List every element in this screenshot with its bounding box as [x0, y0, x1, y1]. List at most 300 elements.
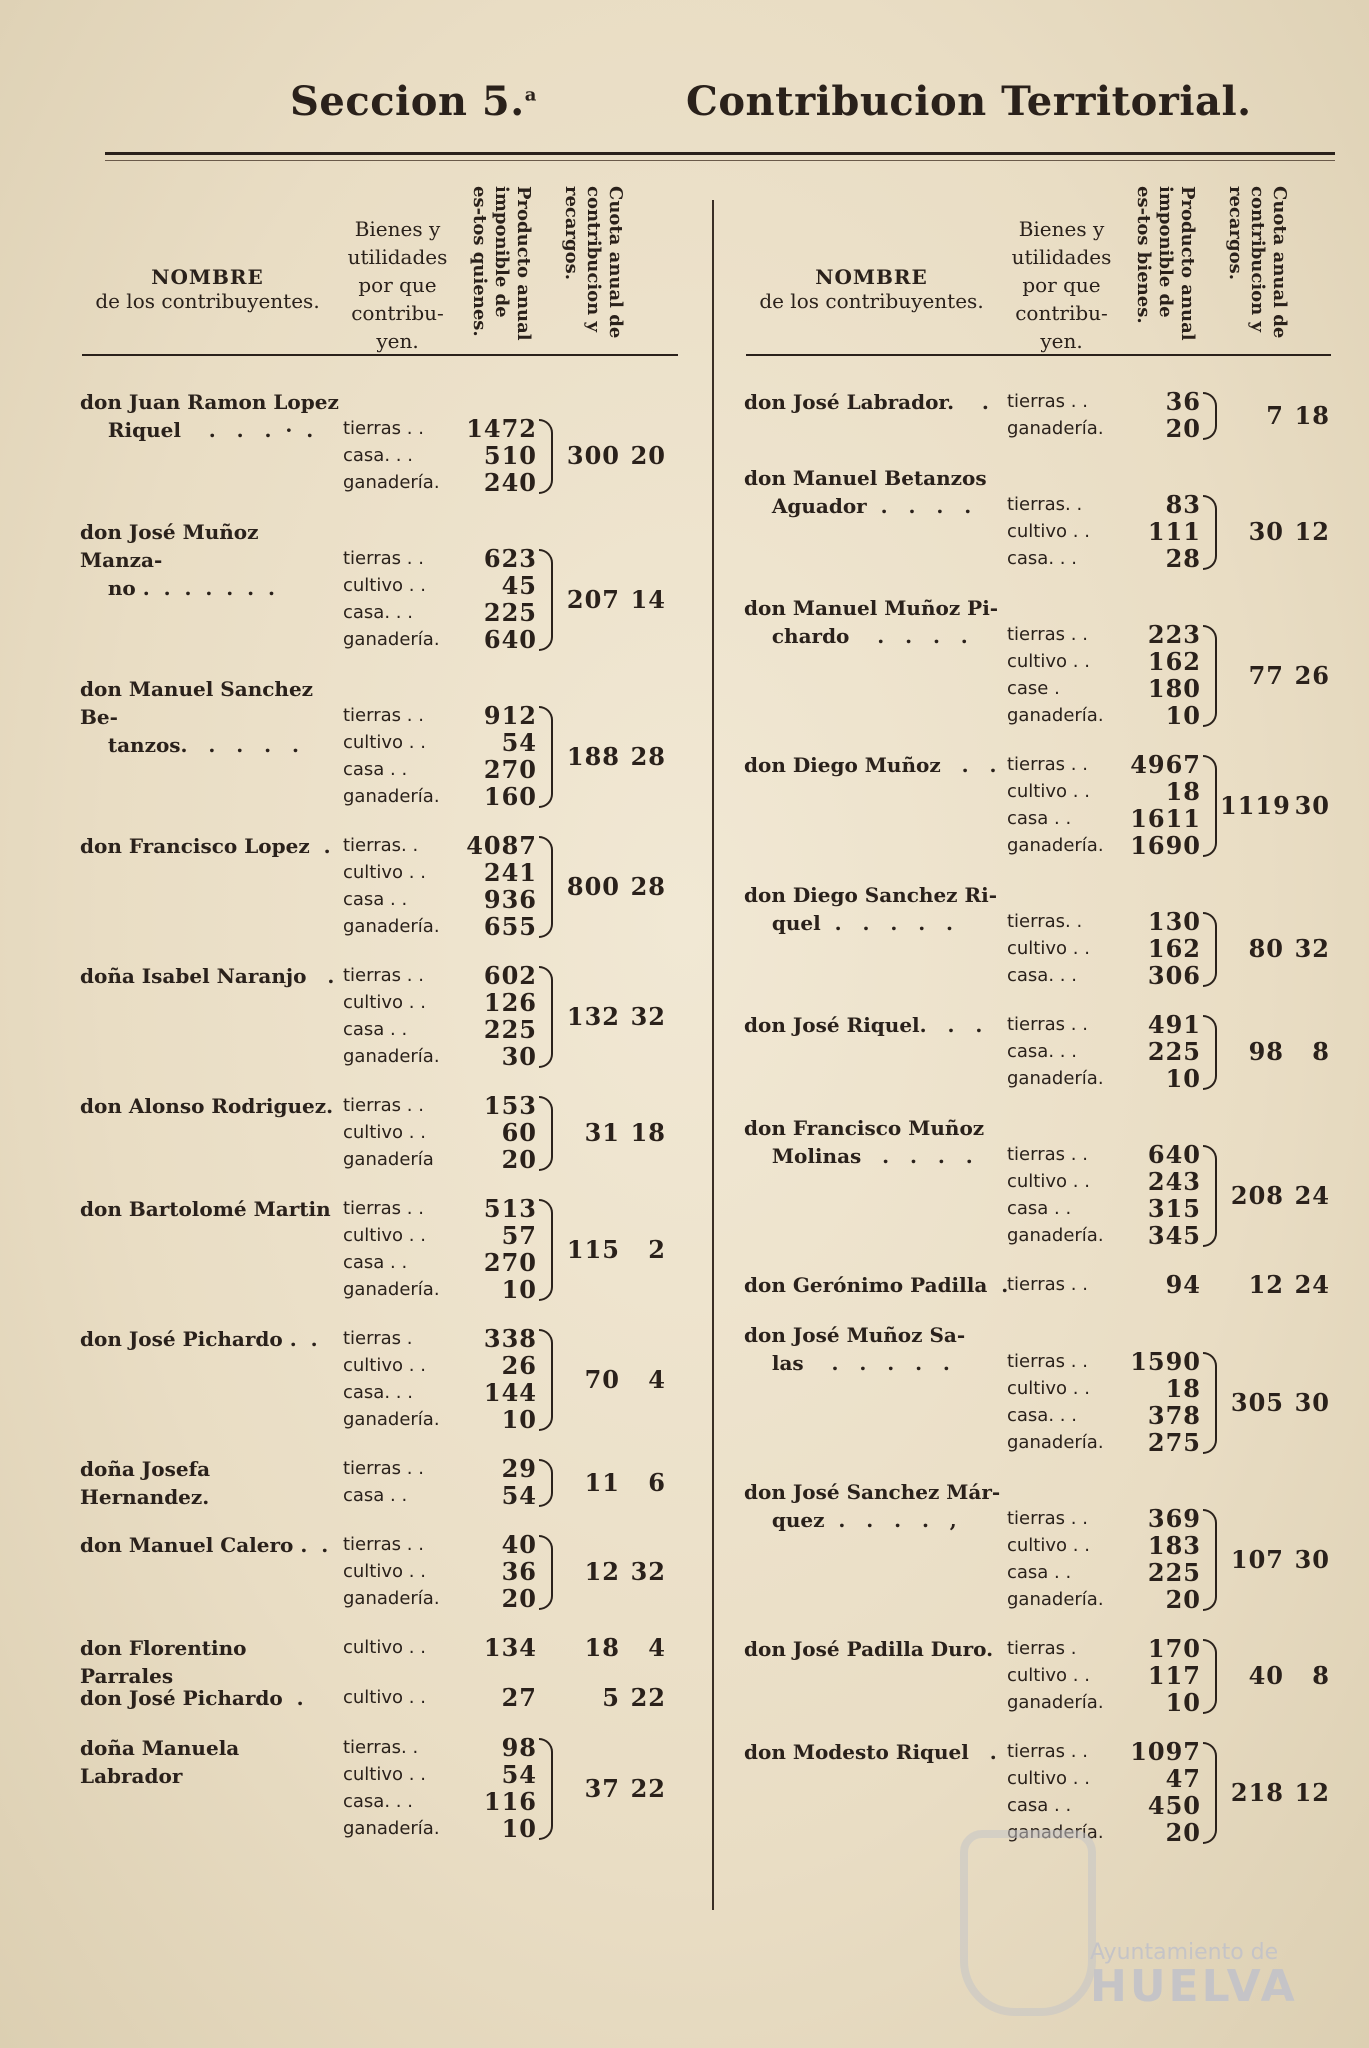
watermark	[1090, 1940, 1340, 2012]
cuota-value	[1220, 662, 1340, 689]
asset-type: ganadería.	[343, 629, 440, 650]
asset-product: 510	[483, 441, 537, 470]
grouping-brace	[1203, 1742, 1217, 1844]
contributor-entry	[80, 1455, 680, 1509]
asset-product: 655	[483, 912, 537, 941]
asset-type: cultivo . .	[343, 862, 426, 883]
contributor-entry	[80, 1734, 680, 1842]
cuota-main: 207	[566, 584, 620, 614]
asset-row	[744, 1222, 1339, 1249]
cuota-fraction: 28	[630, 741, 666, 771]
contributor-entry	[80, 388, 680, 496]
asset-type: casa . .	[343, 1019, 408, 1040]
column-divider	[712, 200, 714, 1910]
asset-type: tierras. .	[1007, 494, 1083, 515]
asset-product: 623	[483, 544, 537, 573]
contributor-entry	[80, 1684, 680, 1712]
cuota-fraction: 18	[630, 1118, 666, 1147]
contributor-name: doña Josefa Hernandez.	[80, 1457, 218, 1509]
cuota-value	[556, 586, 676, 613]
asset-type: tierras . .	[1007, 1351, 1088, 1372]
asset-product: 116	[483, 1787, 537, 1816]
asset-product: 378	[1147, 1401, 1201, 1430]
cuota-fraction: 32	[630, 1557, 666, 1586]
asset-product: 20	[501, 1145, 537, 1174]
cuota-fraction: 20	[630, 441, 666, 470]
asset-type: cultivo . .	[1007, 1378, 1090, 1399]
cuota-fraction: 26	[1294, 660, 1330, 690]
cuota-main: 208	[1230, 1180, 1284, 1210]
asset-row	[80, 469, 680, 496]
asset-product: 369	[1147, 1504, 1201, 1533]
asset-product: 36	[501, 1557, 537, 1586]
asset-product: 94	[1165, 1270, 1201, 1299]
asset-product: 57	[501, 1221, 537, 1250]
asset-row	[744, 621, 1339, 648]
asset-type: tierras . .	[343, 1095, 424, 1116]
asset-product: 54	[501, 1481, 537, 1510]
contributor-name: don José Sanchez Már- quez . . . . ,	[744, 1480, 1001, 1532]
asset-row	[80, 1195, 680, 1222]
asset-product: 306	[1147, 961, 1201, 990]
asset-type: cultivo . .	[343, 1764, 426, 1785]
asset-type: ganadería.	[1007, 1432, 1104, 1453]
asset-product: 1590	[1130, 1347, 1201, 1376]
asset-product: 640	[1147, 1140, 1201, 1169]
asset-product: 491	[1147, 1010, 1201, 1039]
asset-type: casa. . .	[343, 602, 413, 623]
cuota-main: 12	[584, 1557, 620, 1586]
cuota-value	[1220, 1038, 1340, 1065]
asset-type: tierras . .	[1007, 1274, 1088, 1295]
contributor-entry	[80, 1633, 680, 1688]
asset-product: 240	[483, 468, 537, 497]
cuota-main: 5	[602, 1683, 620, 1712]
asset-type: tierras . .	[343, 1534, 424, 1555]
asset-type: tierras . .	[343, 1458, 424, 1479]
cuota-fraction: 14	[630, 584, 666, 614]
asset-row	[744, 491, 1339, 518]
asset-type: cultivo . .	[1007, 781, 1090, 802]
cuota-value	[556, 873, 676, 900]
asset-row	[80, 415, 680, 442]
asset-row	[80, 1406, 680, 1433]
asset-type: tierras .	[343, 1328, 413, 1349]
asset-row	[744, 1141, 1339, 1168]
grouping-brace	[539, 1096, 553, 1171]
header-cuota-text: Cuota anual de contribucion y recargos.	[1225, 186, 1290, 339]
asset-type: tierras . .	[343, 965, 424, 986]
asset-product: 270	[483, 755, 537, 784]
asset-product: 10	[1165, 1064, 1201, 1093]
contributor-entry	[744, 751, 1339, 859]
cuota-value	[1220, 1389, 1340, 1416]
asset-type: casa. . .	[343, 1791, 413, 1812]
asset-row	[80, 626, 680, 653]
cuota-main: 30	[1248, 517, 1284, 546]
asset-product: 1097	[1130, 1737, 1201, 1766]
asset-type: cultivo . .	[343, 1225, 426, 1246]
cuota-value	[556, 1003, 676, 1030]
grouping-brace	[539, 1329, 553, 1431]
cuota-fraction: 22	[630, 1683, 666, 1712]
asset-type: cultivo . .	[343, 1561, 426, 1582]
asset-type: casa. . .	[1007, 1405, 1077, 1426]
cuota-value	[556, 743, 676, 770]
cuota-fraction: 8	[1312, 1037, 1330, 1066]
asset-product: 640	[483, 625, 537, 654]
asset-type: ganadería	[343, 1149, 434, 1170]
page-header	[0, 70, 1369, 130]
asset-type: casa. . .	[1007, 548, 1077, 569]
header-producto-text: Producto anual imponible de es-tos bienes.	[1133, 186, 1198, 341]
contributor-name: don José Pichardo . .	[80, 1327, 318, 1351]
cuota-value	[556, 442, 676, 469]
cuota-main: 12	[1248, 1270, 1284, 1299]
asset-row	[80, 1734, 680, 1761]
cuota-value	[556, 1775, 676, 1802]
asset-type: cultivo . .	[343, 1637, 426, 1658]
contributor-name: don Diego Sanchez Ri- quel . . . . .	[744, 883, 998, 935]
asset-product: 18	[1165, 777, 1201, 806]
asset-type: tierras. .	[343, 1737, 419, 1758]
asset-type: ganadería.	[343, 1409, 440, 1430]
asset-product: 241	[483, 858, 537, 887]
grouping-brace	[1203, 1639, 1217, 1714]
asset-type: cultivo . .	[343, 1355, 426, 1376]
cuota-main: 107	[1230, 1544, 1284, 1574]
asset-product: 270	[483, 1248, 537, 1277]
grouping-brace	[539, 706, 553, 808]
cuota-fraction: 32	[1294, 934, 1330, 963]
cuota-main: 40	[1248, 1661, 1284, 1690]
asset-product: 10	[1165, 1688, 1201, 1717]
asset-product: 29	[501, 1454, 537, 1483]
asset-type: casa . .	[1007, 808, 1072, 829]
asset-type: tierras .	[1007, 1638, 1077, 1659]
asset-type: cultivo . .	[1007, 651, 1090, 672]
header-bienes: Bienes y utilidades por que contribu-yen.	[347, 217, 448, 353]
asset-product: 936	[483, 885, 537, 914]
grouping-brace	[539, 1199, 553, 1301]
asset-product: 162	[1147, 934, 1201, 963]
asset-row	[80, 1276, 680, 1303]
contributor-name: don Manuel Sanchez Be- tanzos. . . . .	[80, 677, 314, 757]
asset-row	[80, 1815, 680, 1842]
header-name-sub: de los contribuyentes.	[759, 289, 984, 313]
asset-row	[744, 962, 1339, 989]
asset-type: casa. . .	[1007, 1041, 1077, 1062]
right-column	[744, 180, 1339, 1868]
cuota-fraction: 30	[1294, 790, 1330, 820]
contributor-entry	[80, 675, 680, 810]
asset-row	[744, 1689, 1339, 1716]
cuota-fraction: 24	[1294, 1270, 1330, 1299]
header-name	[744, 265, 999, 313]
table-header	[80, 180, 680, 358]
cuota-value	[556, 1684, 676, 1711]
asset-type: ganadería.	[343, 472, 440, 493]
asset-product: 126	[483, 988, 537, 1017]
asset-type: tierras . .	[1007, 624, 1088, 645]
header-underline	[82, 354, 678, 356]
asset-product: 912	[483, 701, 537, 730]
cuota-value	[1220, 1779, 1340, 1806]
grouping-brace	[539, 966, 553, 1068]
asset-type: casa . .	[343, 1252, 408, 1273]
grouping-brace	[539, 549, 553, 651]
asset-product: 225	[1147, 1037, 1201, 1066]
asset-type: ganadería.	[343, 916, 440, 937]
asset-type: casa. . .	[1007, 965, 1077, 986]
cuota-main: 305	[1230, 1387, 1284, 1417]
contributor-name: don Alonso Rodriguez.	[80, 1094, 334, 1118]
asset-type: tierras . .	[1007, 1144, 1088, 1165]
asset-product: 225	[483, 598, 537, 627]
asset-product: 10	[501, 1405, 537, 1434]
asset-type: casa . .	[343, 759, 408, 780]
asset-product: 98	[501, 1733, 537, 1762]
header-name	[80, 265, 335, 313]
asset-product: 40	[501, 1530, 537, 1559]
asset-type: ganadería.	[1007, 835, 1104, 856]
asset-type: casa . .	[1007, 1198, 1072, 1219]
seal-icon	[960, 1830, 1096, 2016]
contributor-entry	[80, 1531, 680, 1612]
cuota-main: 115	[566, 1234, 620, 1264]
asset-product: 4967	[1130, 750, 1201, 779]
asset-product: 134	[483, 1633, 537, 1662]
contributor-entry	[744, 1011, 1339, 1092]
asset-product: 10	[501, 1814, 537, 1843]
cuota-main: 77	[1248, 660, 1284, 690]
asset-row	[744, 1348, 1339, 1375]
header-name-title: NOMBRE	[815, 265, 928, 289]
asset-row	[80, 1043, 680, 1070]
header-cuota	[560, 186, 640, 351]
cuota-main: 300	[566, 441, 620, 470]
asset-product: 54	[501, 1760, 537, 1789]
contributor-name: don Juan Ramon Lopez Riquel . . . · .	[80, 390, 339, 442]
contributor-name: don José Pichardo .	[80, 1686, 304, 1710]
asset-row	[80, 913, 680, 940]
header-name-sub: de los contribuyentes.	[95, 289, 320, 313]
asset-type: cultivo . .	[1007, 1171, 1090, 1192]
asset-type: casa. . .	[343, 445, 413, 466]
contributor-name: don José Muñoz Sa- las . . . . .	[744, 1323, 966, 1375]
asset-product: 20	[501, 1584, 537, 1613]
watermark-line1: Ayuntamiento de	[1090, 1940, 1279, 1965]
cuota-main: 7	[1266, 400, 1284, 430]
grouping-brace	[1203, 392, 1217, 440]
asset-product: 36	[1165, 387, 1201, 416]
asset-product: 26	[501, 1351, 537, 1380]
contributor-entry	[80, 518, 680, 653]
cuota-value	[1220, 935, 1340, 962]
asset-row	[744, 1586, 1339, 1613]
cuota-main: 1119	[1220, 790, 1291, 820]
contributor-entry	[80, 1092, 680, 1173]
asset-type: case .	[1007, 678, 1060, 699]
asset-product: 10	[501, 1275, 537, 1304]
cuota-fraction: 6	[648, 1467, 666, 1497]
asset-product: 450	[1147, 1791, 1201, 1820]
asset-row	[744, 1011, 1339, 1038]
cuota-main: 11	[584, 1467, 620, 1497]
asset-row	[80, 832, 680, 859]
asset-type: tierras . .	[343, 548, 424, 569]
asset-row	[744, 1738, 1339, 1765]
asset-type: ganadería.	[343, 1046, 440, 1067]
asset-row	[744, 702, 1339, 729]
contributor-name: don Francisco Lopez .	[80, 834, 331, 858]
section-label: Seccion 5.$^a$	[290, 78, 537, 125]
asset-type: tierras . .	[1007, 754, 1088, 775]
asset-type: tierras . .	[1007, 1508, 1088, 1529]
asset-product: 117	[1147, 1661, 1201, 1690]
asset-product: 225	[483, 1015, 537, 1044]
cuota-value	[1220, 1271, 1340, 1298]
contributor-name: doña Isabel Naranjo .	[80, 964, 335, 988]
cuota-value	[1220, 1182, 1340, 1209]
grouping-brace	[1203, 755, 1217, 857]
cuota-main: 31	[584, 1118, 620, 1147]
asset-type: ganadería.	[1007, 1225, 1104, 1246]
asset-row	[744, 832, 1339, 859]
cuota-main: 70	[584, 1364, 620, 1394]
asset-type: cultivo . .	[1007, 1535, 1090, 1556]
asset-type: tierras . .	[343, 1198, 424, 1219]
header-cuota-text: Cuota anual de contribucion y recargos.	[561, 186, 626, 339]
header-rule	[105, 152, 1335, 155]
asset-row	[80, 1531, 680, 1558]
header-cuota	[1224, 186, 1304, 351]
asset-row	[80, 545, 680, 572]
asset-row	[80, 1146, 680, 1173]
asset-type: ganadería.	[1007, 705, 1104, 726]
asset-product: 513	[483, 1194, 537, 1223]
header-underline	[746, 354, 1331, 356]
cuota-fraction: 24	[1294, 1180, 1330, 1210]
contributor-name: don Florentino Parrales	[80, 1636, 254, 1688]
cuota-fraction: 12	[1294, 1777, 1330, 1807]
watermark-line2: HUELVA	[1090, 1961, 1298, 2012]
asset-row	[744, 1429, 1339, 1456]
cuota-value	[556, 1558, 676, 1585]
asset-product: 20	[1165, 1585, 1201, 1614]
asset-row	[744, 545, 1339, 572]
asset-type: ganadería.	[343, 1588, 440, 1609]
contributor-entry	[744, 881, 1339, 989]
cuota-main: 80	[1248, 934, 1284, 963]
contributor-name: don Gerónimo Padilla .	[744, 1273, 1009, 1297]
contributor-name: don José Padilla Duro.	[744, 1637, 994, 1661]
asset-product: 47	[1165, 1764, 1201, 1793]
contributor-entry	[744, 388, 1339, 442]
contributor-entry	[744, 1114, 1339, 1249]
asset-product: 170	[1147, 1634, 1201, 1663]
cuota-fraction: 28	[630, 871, 666, 901]
asset-product: 45	[501, 571, 537, 600]
asset-row	[80, 783, 680, 810]
asset-type: cultivo . .	[1007, 1768, 1090, 1789]
asset-product: 27	[501, 1683, 537, 1712]
grouping-brace	[539, 1738, 553, 1840]
asset-product: 315	[1147, 1194, 1201, 1223]
table-body	[80, 388, 680, 1842]
asset-type: tierras. .	[1007, 911, 1083, 932]
asset-product: 225	[1147, 1558, 1201, 1587]
asset-type: cultivo . .	[343, 1687, 426, 1708]
asset-type: casa . .	[1007, 1562, 1072, 1583]
grouping-brace	[1203, 625, 1217, 727]
asset-row	[80, 1585, 680, 1612]
cuota-value	[556, 1119, 676, 1146]
contributor-name: don Manuel Muñoz Pi- chardo . . . .	[744, 596, 999, 648]
header-producto	[468, 186, 538, 351]
contributor-name: don Francisco Muñoz Molinas . . . .	[744, 1116, 985, 1168]
asset-type: ganadería.	[343, 1279, 440, 1300]
asset-type: casa . .	[1007, 1795, 1072, 1816]
cuota-value	[1220, 1546, 1340, 1573]
contributor-entry	[744, 1271, 1339, 1299]
contributor-name: don Manuel Betanzos Aguador . . . .	[744, 466, 987, 518]
asset-type: ganadería.	[343, 786, 440, 807]
cuota-fraction: 2	[648, 1234, 666, 1264]
asset-type: ganadería.	[343, 1818, 440, 1839]
asset-type: ganadería.	[1007, 418, 1104, 439]
cuota-value	[1220, 1662, 1340, 1689]
left-column	[80, 180, 680, 1864]
contributor-entry	[744, 1478, 1339, 1613]
contributor-entry	[80, 1325, 680, 1433]
grouping-brace	[539, 836, 553, 938]
table-body	[744, 388, 1339, 1846]
asset-type: cultivo . .	[343, 732, 426, 753]
asset-type: cultivo . .	[1007, 1665, 1090, 1686]
cuota-value	[1220, 792, 1340, 819]
asset-type: tierras. .	[343, 835, 419, 856]
asset-type: ganadería.	[1007, 1692, 1104, 1713]
table-header	[744, 180, 1339, 358]
asset-product: 54	[501, 728, 537, 757]
contributor-entry	[744, 594, 1339, 729]
grouping-brace	[1203, 912, 1217, 987]
cuota-fraction: 4	[648, 1364, 666, 1394]
contributor-name: don Diego Muñoz . .	[744, 753, 997, 777]
cuota-main: 188	[566, 741, 620, 771]
contributor-name: don Bartolomé Martin	[80, 1197, 331, 1221]
cuota-fraction: 12	[1294, 517, 1330, 546]
header-bienes: Bienes y utilidades por que contribu-yen.	[1011, 217, 1112, 353]
contributor-name: don José Riquel. . .	[744, 1013, 983, 1037]
header-name-title: NOMBRE	[151, 265, 264, 289]
asset-type: casa . .	[343, 1485, 408, 1506]
asset-row	[744, 908, 1339, 935]
asset-product: 28	[1165, 544, 1201, 573]
asset-type: ganadería.	[1007, 1822, 1104, 1843]
asset-type: tierras . .	[1007, 1014, 1088, 1035]
contributor-name: don José Muñoz Manza- no . . . . . . .	[80, 520, 275, 600]
cuota-fraction: 8	[1312, 1661, 1330, 1690]
asset-product: 4087	[466, 831, 537, 860]
asset-product: 223	[1147, 620, 1201, 649]
asset-product: 130	[1147, 907, 1201, 936]
contributor-entry	[80, 832, 680, 940]
cuota-value	[1220, 402, 1340, 429]
asset-type: tierras . .	[343, 705, 424, 726]
asset-product: 20	[1165, 1818, 1201, 1847]
